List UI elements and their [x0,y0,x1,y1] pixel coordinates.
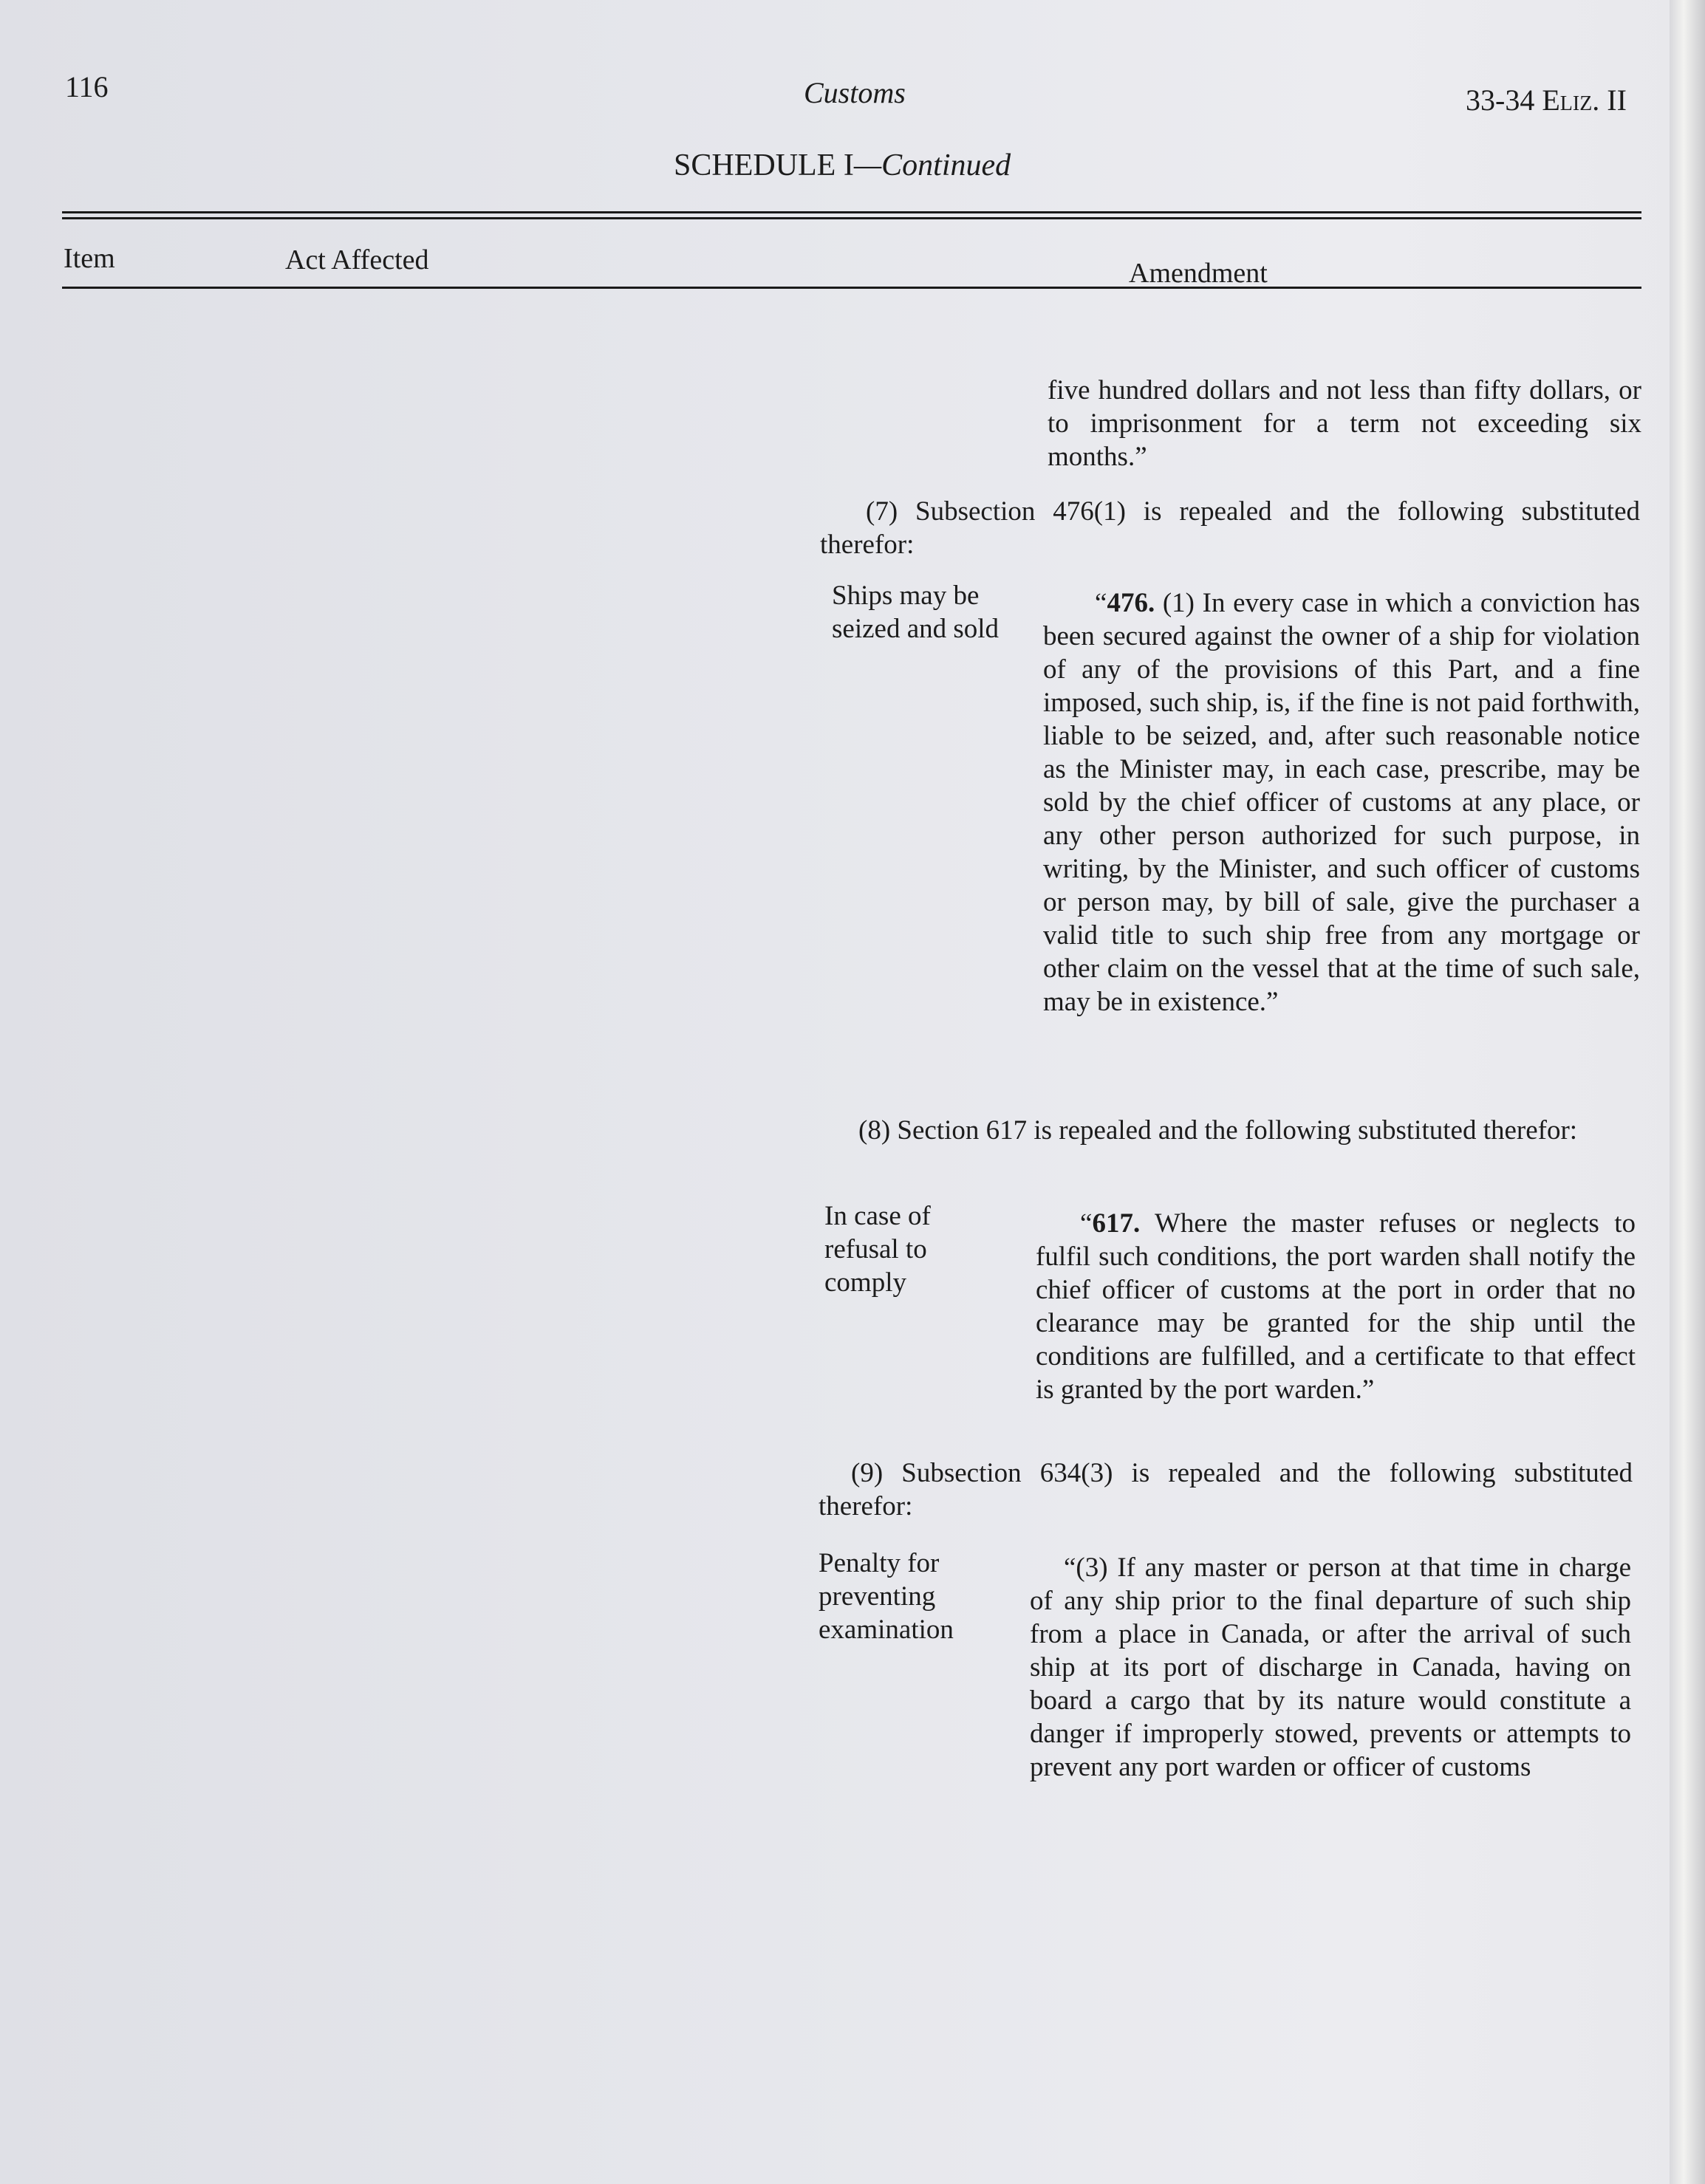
page-number: 116 [65,70,109,103]
regnal-year-prefix: 33-34 [1466,83,1542,117]
para9-margin-note: Penalty for preventing examination [819,1548,954,1645]
para8-intro: (8) Section 617 is repealed and the following substituted therefor: [858,1115,1578,1146]
para8-quote-open: “ [1080,1208,1093,1239]
para7-intro: (7) Subsection 476(1) is repealed and the following substituted therefor: [820,496,1640,560]
para7-text: (1) In every case in which a conviction has been secured against the owner of a ship for violation of any of the provisions of this Part, and a fine imposed, such ship, is, if the fine is not paid forthwith, liable to be seized, and, after such reasonable notice as the Minister may, in each case, prescribe, may be sold by the chief officer of customs at any place, or any other person authorized for such purpose, in writing, by the Minister, and such officer of customs or person may, by bill of sale, give the purchaser a valid title to such ship free from any mortgage or other claim on the vessel that at the time of such sale, may be in existence.” [1043,588,1640,1017]
para8-margin-note: In case of refusal to comply [824,1201,931,1298]
book-spine-edge [1670,0,1705,2184]
running-title: Customs [804,76,906,109]
header-rule-bottom [62,287,1641,289]
header-rule-top [62,211,1641,213]
column-header-amendment: Amendment [1129,258,1268,289]
para8-body [1036,1207,1636,1406]
schedule-heading-title: SCHEDULE I [674,148,854,182]
regnal-year [1466,83,1627,117]
regnal-year-smallcaps: Eliz [1542,83,1593,117]
column-header-act-affected: Act Affected [285,244,429,275]
para7-section-number: 476. [1107,588,1155,618]
para8-section-number: 617. [1092,1208,1141,1239]
para7-margin-note: Ships may be seized and sold [832,581,1000,644]
header-rule-top-double [62,217,1641,219]
para9-body: “(3) If any master or person at that time in charge of any ship prior to the final departure of such ship from a place in Canada, or after the arrival of such ship at its port of discharge in Canada, having on board a cargo that by its nature would constitute a danger if improperly stowed, prevents or attempts to prevent any port warden or officer of customs [1030,1553,1631,1782]
schedule-heading-continued: —Continued [853,148,1011,182]
regnal-year-suffix: . II [1592,83,1627,117]
para8-text: Where the master refuses or neglects to fulfil such conditions, the port warden shall notify the chief officer of customs at the port in order that no clearance may be granted for the ship until the conditions are fulfilled, and a certificate to that effect is granted by the port warden.” [1036,1208,1636,1405]
column-header-item: Item [64,243,115,274]
para7-quote-open: “ [1095,588,1107,618]
continuation-paragraph: five hundred dollars and not less than fifty dollars, or to imprisonment for a term not exceeding six months.” [1048,375,1641,472]
schedule-heading [674,148,1011,183]
para7-body [1043,586,1640,1019]
para9-intro: (9) Subsection 634(3) is repealed and the following substituted therefor: [819,1458,1633,1521]
